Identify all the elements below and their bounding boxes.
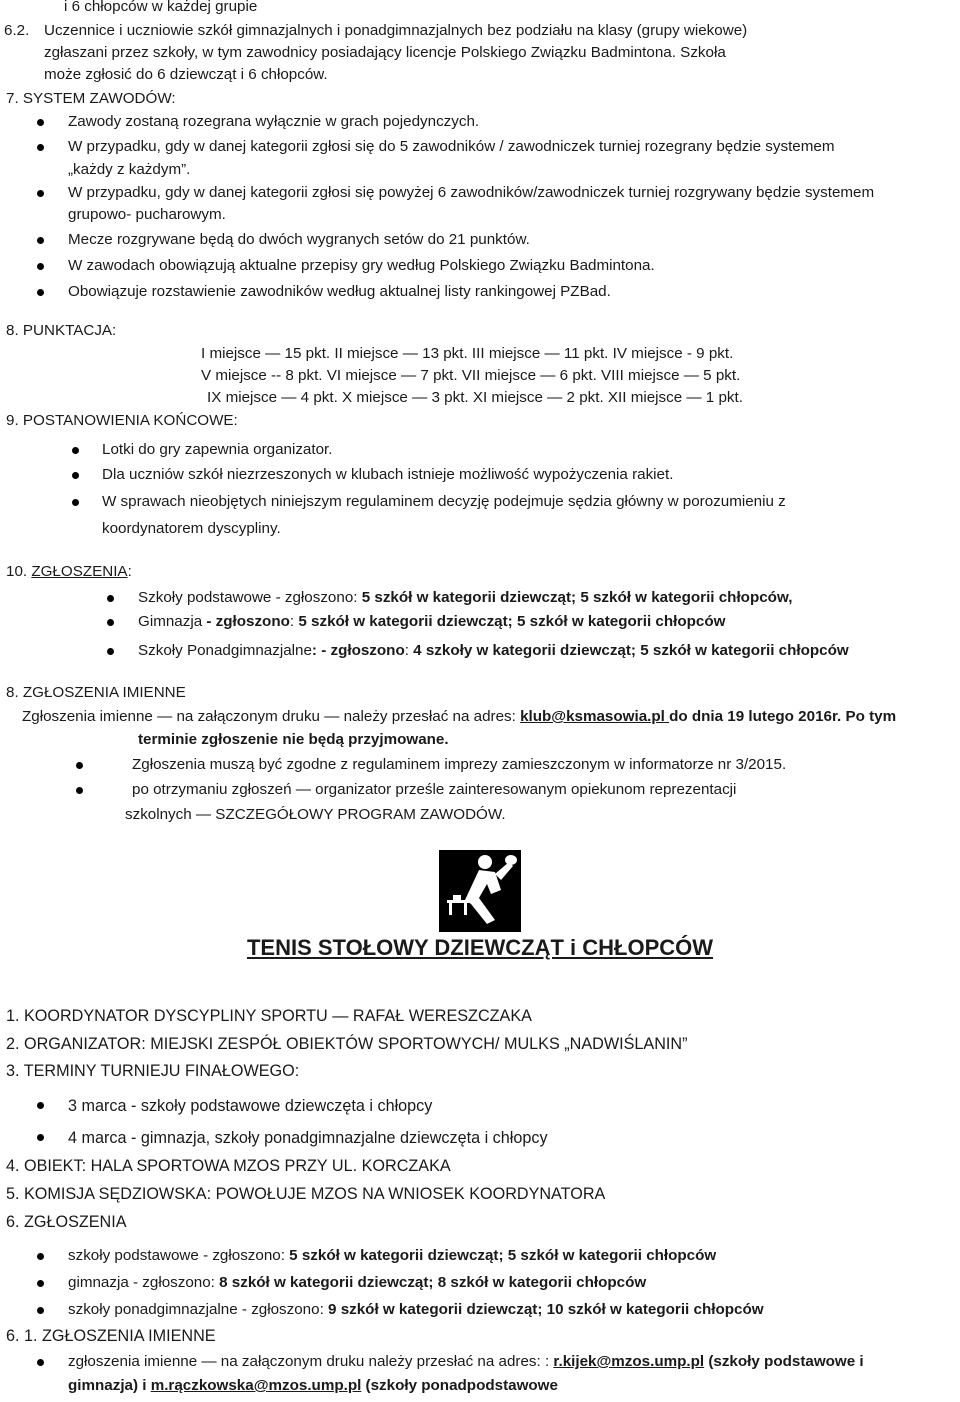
bullet-icon — [37, 1280, 44, 1287]
bullet-icon — [37, 289, 44, 296]
section-heading: 8. PUNKTACJA: — [6, 322, 117, 339]
list-item: W przypadku, gdy w danej kategorii zgłosi się do 5 zawodników / zawodniczek turniej rozegrany będzie systemem — [68, 138, 835, 155]
bullet-icon — [37, 1102, 44, 1109]
list-item: W przypadku, gdy w danej kategorii zgłosi się powyżej 6 zawodników/zawodniczek turniej rozgrywany będzie systemem — [68, 184, 875, 201]
list-item: Mecze rozgrywane będą do dwóch wygranych setów do 21 punktów. — [68, 231, 530, 248]
text-line: terminie zgłoszenie nie będą przyjmowane. — [138, 731, 449, 748]
list-item: szkolnych — SZCZEGÓŁOWY PROGRAM ZAWODÓW. — [125, 806, 506, 823]
list-item: W zawodach obowiązują aktualne przepisy gry według Polskiego Związku Badmintona. — [68, 257, 655, 274]
points-line: IX miejsce — 4 pkt. X miejsce — 3 pkt. XI miejsce — 2 pkt. XII miejsce — 1 pkt. — [207, 389, 743, 406]
table-tennis-icon — [439, 850, 521, 932]
list-item: zgłoszenia imienne — na załączonym druku należy przesłać na adres: : r.kijek@mzos.ump.pl (szkoły podstawowe i — [68, 1353, 864, 1370]
text-line: Zgłoszenia imienne — na załączonym druku — należy przesłać na adres: klub@ksmasowia.pl do dnia 19 lutego 2016r. Po tym — [22, 708, 897, 725]
list-item: „każdy z każdym”. — [68, 161, 191, 178]
bullet-icon — [72, 447, 79, 454]
bullet-icon — [76, 787, 83, 794]
text-line: zgłaszani przez szkoły, w tym zawodnicy posiadający licencje Polskiego Związku Badmintona. Szkoła — [44, 44, 726, 61]
numbered-heading: 1. KOORDYNATOR DYSCYPLINY SPORTU — RAFAŁ WERESZCZAKA — [6, 1007, 532, 1025]
numbered-heading: 4. OBIEKT: HALA SPORTOWA MZOS PRZY UL. KORCZAKA — [6, 1157, 451, 1175]
bullet-icon — [37, 237, 44, 244]
section-heading: 9. POSTANOWIENIA KOŃCOWE: — [6, 412, 238, 429]
bullet-icon — [107, 619, 114, 626]
text-line: może zgłosić do 6 dziewcząt i 6 chłopców. — [44, 66, 328, 83]
numbered-heading: 2. ORGANIZATOR: MIEJSKI ZESPÓŁ OBIEKTÓW SPORTOWYCH/ MULKS „NADWIŚLANIN” — [6, 1035, 688, 1053]
points-line: I miejsce — 15 pkt. II miejsce — 13 pkt. III miejsce — 11 pkt. IV miejsce - 9 pkt. — [201, 345, 734, 362]
bullet-icon — [37, 190, 44, 197]
bullet-icon — [76, 762, 83, 769]
numbered-heading: 6. ZGŁOSZENIA — [6, 1213, 127, 1231]
numbered-heading: 5. KOMISJA SĘDZIOWSKA: POWOŁUJE MZOS NA WNIOSEK KOORDYNATORA — [6, 1185, 606, 1203]
list-item: Gimnazja - zgłoszono: 5 szkół w kategorii dziewcząt; 5 szkół w kategorii chłopców — [138, 613, 726, 630]
list-item: szkoły ponadgimnazjalne - zgłoszono: 9 szkół w kategorii dziewcząt; 10 szkół w kategorii chłopców — [68, 1301, 764, 1318]
email-link[interactable]: r.kijek@mzos.ump.pl — [553, 1353, 705, 1370]
bullet-icon — [37, 119, 44, 126]
list-item: Szkoły Ponadgimnazjalne: - zgłoszono: 4 szkoły w kategorii dziewcząt; 5 szkół w kategorii chłopców — [138, 642, 849, 659]
page-title: TENIS STOŁOWY DZIEWCZĄT i CHŁOPCÓW — [246, 935, 714, 960]
bullet-icon — [107, 648, 114, 655]
list-item: Lotki do gry zapewnia organizator. — [102, 441, 333, 458]
section-heading: 8. ZGŁOSZENIA IMIENNE — [6, 684, 186, 701]
list-item: Szkoły podstawowe - zgłoszono: 5 szkół w kategorii dziewcząt; 5 szkół w kategorii chłopców, — [138, 589, 793, 606]
bullet-icon — [37, 263, 44, 270]
list-item: gimnazja) i m.rączkowska@mzos.ump.pl (szkoły ponadpodstawowe — [68, 1377, 558, 1394]
list-item: szkoły podstawowe - zgłoszono: 5 szkół w kategorii dziewcząt; 5 szkół w kategorii chłopców — [68, 1247, 717, 1264]
bullet-icon — [37, 1359, 44, 1366]
bullet-icon — [107, 595, 114, 602]
list-item: grupowo- pucharowym. — [68, 206, 226, 223]
bullet-icon — [37, 1307, 44, 1314]
list-item: po otrzymaniu zgłoszeń — organizator prześle zainteresowanym opiekunom reprezentacji — [132, 781, 737, 798]
text-line: Uczennice i uczniowie szkół gimnazjalnych i ponadgimnazjalnych bez podziału na klasy (grupy wiekowe) — [44, 22, 748, 39]
list-item: 4 marca - gimnazja, szkoły ponadgimnazjalne dziewczęta i chłopcy — [68, 1129, 548, 1147]
numbered-heading: 6. 1. ZGŁOSZENIA IMIENNE — [6, 1327, 216, 1345]
email-link[interactable]: m.rączkowska@mzos.ump.pl — [150, 1377, 362, 1394]
list-item: koordynatorem dyscypliny. — [102, 520, 281, 537]
email-link[interactable]: klub@ksmasowia.pl — [520, 708, 670, 725]
points-line: V miejsce -- 8 pkt. VI miejsce — 7 pkt. VII miejsce — 6 pkt. VIII miejsce — 5 pkt. — [201, 367, 741, 384]
section-heading: 10. ZGŁOSZENIA: — [6, 563, 132, 580]
text-line: i 6 chłopców w każdej grupie — [64, 0, 258, 15]
section-heading: 7. SYSTEM ZAWODÓW: — [6, 90, 176, 107]
bullet-icon — [37, 1134, 44, 1141]
list-item: W sprawach nieobjętych niniejszym regulaminem decyzję podejmuje sędzia główny w porozumieniu z — [102, 493, 786, 510]
bullet-icon — [37, 144, 44, 151]
list-item: gimnazja - zgłoszono: 8 szkół w kategorii dziewcząt; 8 szkół w kategorii chłopców — [68, 1274, 647, 1291]
list-item: Zawody zostaną rozegrana wyłącznie w grach pojedynczych. — [68, 113, 480, 130]
numbered-heading: 3. TERMINY TURNIEJU FINAŁOWEGO: — [6, 1062, 300, 1080]
list-item: Zgłoszenia muszą być zgodne z regulaminem imprezy zamieszczonym w informatorze nr 3/2015. — [132, 756, 787, 773]
bullet-icon — [72, 472, 79, 479]
item-number: 6.2. — [4, 22, 30, 39]
list-item: Dla uczniów szkół niezrzeszonych w klubach istnieje możliwość wypożyczenia rakiet. — [102, 466, 674, 483]
bullet-icon — [37, 1253, 44, 1260]
list-item: 3 marca - szkoły podstawowe dziewczęta i chłopcy — [68, 1097, 433, 1115]
list-item: Obowiązuje rozstawienie zawodników według aktualnej listy rankingowej PZBad. — [68, 283, 611, 300]
bullet-icon — [72, 499, 79, 506]
